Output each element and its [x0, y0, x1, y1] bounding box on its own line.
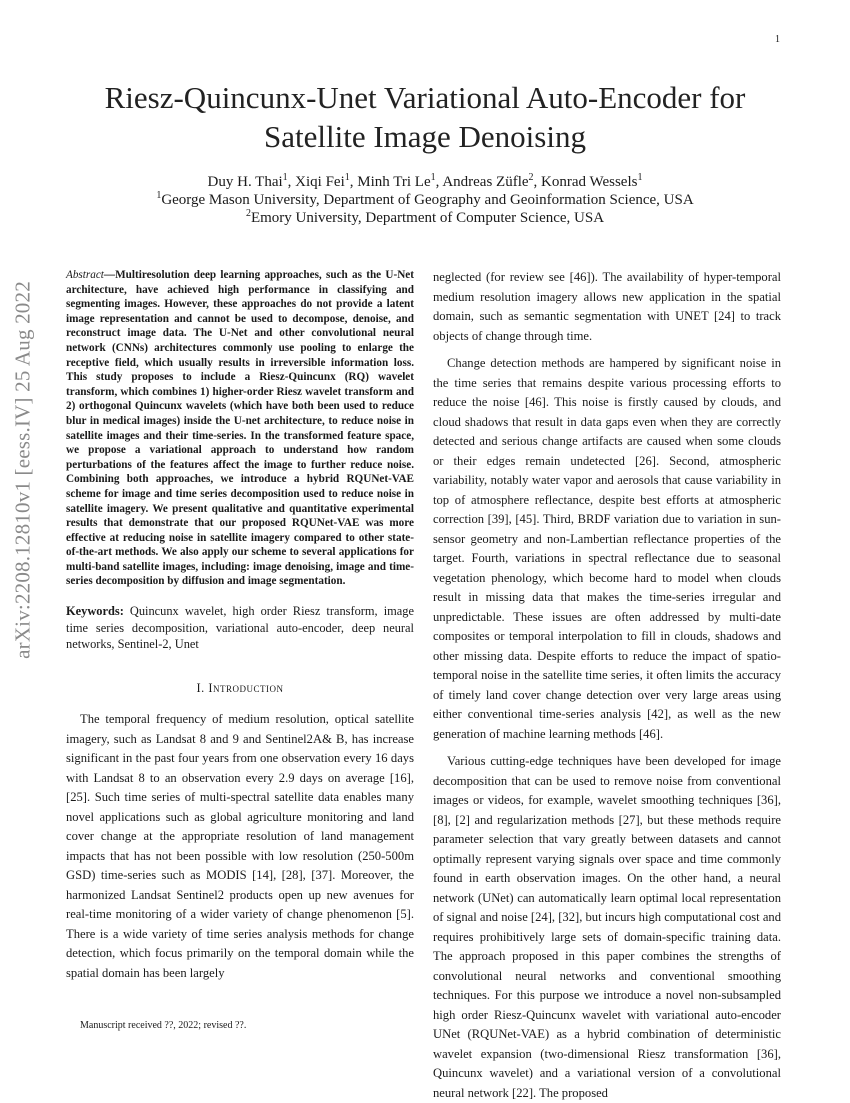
- title-line-1: Riesz-Quincunx-Unet Variational Auto-Encoder for: [104, 80, 746, 115]
- author-list: Duy H. Thai$^1$, Xiqi Fei$^1$, Minh Tri Le$^1$, Andreas Züfle$^2$, Konrad Wessels$^1$: [207, 172, 643, 190]
- paragraph-change-detection: Change detection methods are hampered by significant noise in the time series that remains despite various processing efforts to reduce the noise [46]. This noise is firstly caused by clouds, and cloud shadows that result in data gaps even when they are correctly detected and serious change artifacts are caused when some clouds or their edges remain undetected [26]. Second, atmospheric variability, notably water vapor and aerosols that cause variability in top of atmosphere reflectance, despite best efforts at atmospheric correction [39], [45]. Third, BRDF variation due to variation in sun-sensor geometry and non-Lambertian reflectance properties of the target. Fourth, variations in spectral reflectance due to seasonal vegetation phenology, which become hard to model when clouds result in missing data that makes the time-series irregular and unpredictable. These issues are often addressed by multi-date composites or temporal interpolation to fill in clouds, shadows and other missing data. Despite efforts to reduce the impact of spatio-temporal noise in the satellite time series, it often limits the accuracy of timely land cover change detection over very large areas using either conventional time-series analysis [42], as well as the new generation of machine learning methods [46].: [433, 356, 781, 741]
- section-heading: I. Introduction: [196, 680, 284, 695]
- author: Andreas Züfle: [442, 174, 529, 190]
- title-line-2: Satellite Image Denoising: [264, 119, 586, 154]
- author: Minh Tri Le: [357, 174, 431, 190]
- abstract-text: —Multiresolution deep learning approaches, such as the U-Net architecture, have achieved high performance in classifying and segmenting images. However, these approaches do not provide a latent image representation and cannot be used to decompose, denoise, and reconstruct image data. The U-Net and other convolutional neural network (CNNs) architectures commonly use pooling to enlarge the receptive field, which usually results in irreversible information loss. This study proposes to include a Riesz-Quincunx (RQ) wavelet transform, which combines 1) higher-order Riesz wavelet transform and 2) orthogonal Quincunx wavelets (which have both been used to reduce blur in medical images) inside the U-net architecture, to reduce noise in satellite images and their time-series. In the transformed feature space, we propose a variational approach to understand how random perturbations of the features affect the image to further reduce noise. Combining both approaches, we introduce a hybrid RQUNet-VAE scheme for image and time series decomposition used to reduce noise in satellite imagery. We present qualitative and quantitative experimental results that demonstrate that our proposed RQUNet-VAE was more effective at reducing noise in satellite imagery compared to other state-of-the-art methods. We also apply our scheme to several applications for multi-band satellite images, including: image denoising, image and time-series decomposition by diffusion and image segmentation.: [66, 269, 414, 588]
- right-column: [433, 268, 781, 1103]
- page-number: 1: [775, 34, 780, 45]
- left-column: [66, 268, 414, 983]
- affiliation-1: $^1$George Mason University, Department of Geography and Geoinformation Science, USA: [156, 190, 694, 208]
- author: Duy H. Thai: [207, 174, 283, 190]
- author: Xiqi Fei: [295, 174, 345, 190]
- keywords-text: Quincunx wavelet, high order Riesz transform, image time series decomposition, variational auto-encoder, deep neural networks, Sentinel-2, Unet: [66, 604, 414, 652]
- keywords: [66, 603, 414, 653]
- footnote: Manuscript received ??, 2022; revised ??.: [80, 1020, 247, 1031]
- paragraph-continued: neglected (for review see [46]). The availability of hyper-temporal medium resolution imagery allows new application in the spatial domain, such as semantic segmentation with UNET [24] to track objects of change through time.: [433, 270, 781, 343]
- paragraph-techniques: Various cutting-edge techniques have been developed for image decomposition that can be used to remove noise from conventional images or videos, for example, wavelet smoothing techniques [36], [8], [2] and regularization methods [27], but these methods require parameter selection that vary greatly between datasets and cannot optimally represent varying signals over space and time commonly found in earth observation images. On the other hand, a neural network (UNet) can automatically learn optimal local representation of signal and noise [24], [32], but incurs high computational cost and requires prohibitively large sets of domain-specific training data. The approach proposed in this paper combines the strengths of convolutional neural networks and conventional smoothing techniques. For this purpose we introduce a novel non-subsampled high order Riesz-Quincunx wavelet with variational auto-encoder UNet (RQUNet-VAE) as a hybrid combination of deterministic wavelet expansion (two-dimensional Riesz transformation [36], Quincunx wavelet) and a variational version of a convolutional neural network [22]. The proposed: [433, 754, 782, 1100]
- paper-title: [40, 78, 810, 156]
- abstract-label: Abstract: [66, 269, 104, 281]
- author: Konrad Wessels: [541, 174, 638, 190]
- intro-paragraph: The temporal frequency of medium resolution, optical satellite imagery, such as Landsat 8 and 9 and Sentinel2A& B, has increase significant in the past four years from one observation every 16 days with Landsat 8 to an observation every 2.9 days on average [16], [25]. Such time series of multi-spectral satellite data enables many novel applications such as global agriculture monitoring and land cover change at the appropriate resolution of land management impacts that has not been possible with low resolution (250-500m GSD) time-series such as MODIS [14], [28], [37]. Moreover, the harmonized Landsat Sentinel2 products open up new avenues for real-time monitoring of a wider variety of change phenomenon [5]. There is a wide variety of time series analysis methods for change detection, which focus primarily on the temporal domain while the spatial domain has been largely: [66, 712, 414, 980]
- keywords-label: Keywords:: [66, 604, 124, 619]
- abstract: [66, 268, 414, 589]
- affiliation-2: $^2$Emory University, Department of Computer Science, USA: [245, 208, 605, 226]
